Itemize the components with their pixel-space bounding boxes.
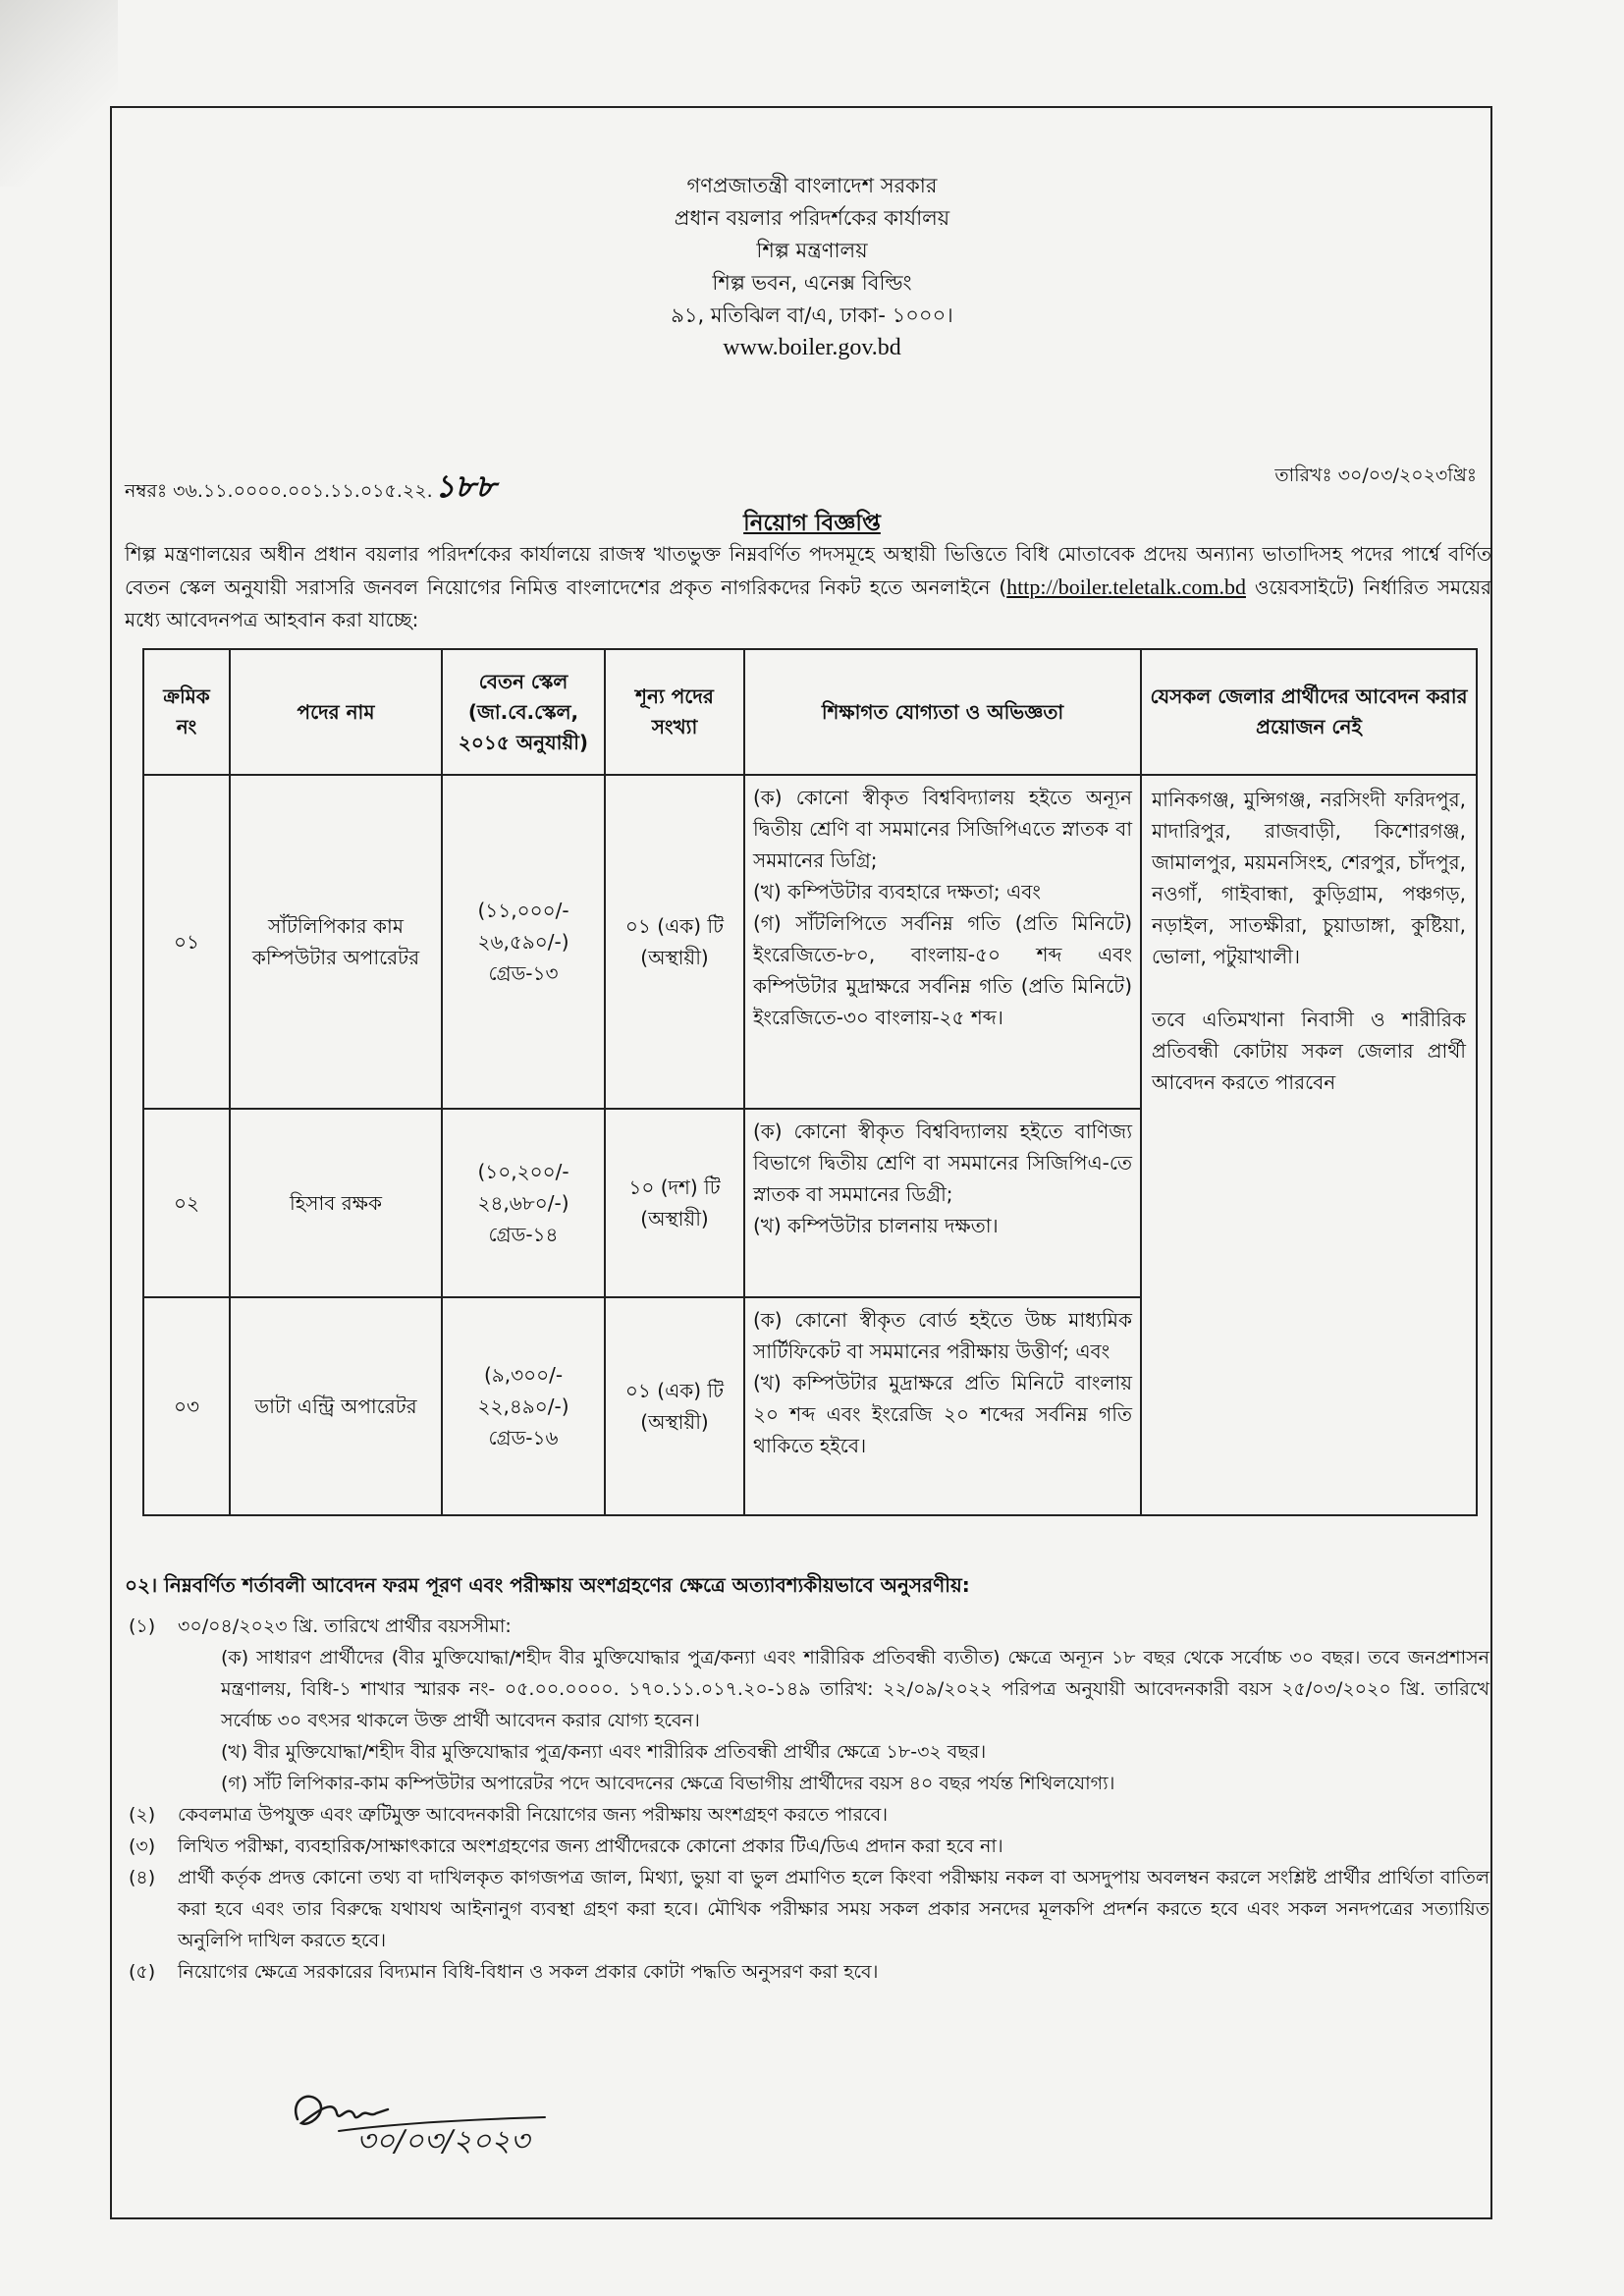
row-scale: (১০,২০০/- ২৪,৬৮০/-) গ্রেড-১৪ — [442, 1109, 605, 1297]
header-districts: যেসকল জেলার প্রার্থীদের আবেদন করার প্রয়োজন নেই — [1141, 649, 1477, 775]
condition-item — [125, 1611, 1489, 1642]
qualification-item: (ক) কোনো স্বীকৃত বিশ্ববিদ্যালয় হইতে অন্যূন দ্বিতীয় শ্রেণি বা সমমানের সিজিপিএতে স্নাতক বা সমমানের ডিগ্রি; — [753, 786, 1132, 872]
office-name: প্রধান বয়লার পরিদর্শকের কার্যালয় — [674, 206, 950, 230]
qualification-item: (ক) কোনো স্বীকৃত বিশ্ববিদ্যালয় হইতে বাণিজ্য বিভাগে দ্বিতীয় শ্রেণি বা সমমানের সিজিপিএ-তে স্নাতক বা সমমানের ডিগ্রী; — [753, 1120, 1132, 1206]
row-scale: (১১,০০০/- ২৬,৫৯০/-) গ্রেড-১৩ — [442, 775, 605, 1109]
header-qualification: শিক্ষাগত যোগ্যতা ও অভিজ্ঞতা — [744, 649, 1141, 775]
header-vacancy: শূন্য পদের সংখ্যা — [605, 649, 744, 775]
condition-text: লিখিত পরীক্ষা, ব্যবহারিক/সাক্ষাৎকারে অংশগ্রহণের জন্য প্রার্থীদেরকে কোনো প্রকার টিএ/ডিএ প্রদান করা হবে না। — [178, 1835, 1003, 1857]
qualification-item: (খ) কম্পিউটার চালনায় দক্ষতা। — [753, 1214, 999, 1237]
notice-intro — [125, 538, 1491, 636]
condition-item — [125, 1956, 1489, 1988]
conditions-list — [125, 1611, 1489, 1988]
condition-item — [125, 1831, 1489, 1862]
conditions-title: ০২। নিম্নবর্ণিত শর্তাবলী আবেদন ফরম পূরণ এবং পরীক্ষায় অংশগ্রহণের ক্ষেত্রে অত্যাবশ্যকীয়ভাবে অনুসরণীয়: — [125, 1573, 970, 1597]
vacancy-table — [142, 648, 1478, 1516]
condition-number: (৩) — [129, 1835, 156, 1857]
row-vacancy: ০১ (এক) টি (অস্থায়ী) — [605, 775, 744, 1109]
header-scale: বেতন স্কেল (জা.বে.স্কেল, ২০১৫ অনুযায়ী) — [442, 649, 605, 775]
condition-text: প্রার্থী কর্তৃক প্রদত্ত কোনো তথ্য বা দাখিলকৃত কাগজপত্র জাল, মিথ্যা, ভুয়া বা ভুল প্রমাণিত হলে কিংবা পরীক্ষায় নকল বা অসদুপায় অবলম্বন করলে সংশ্লিষ্ট প্রার্থীর প্রার্থিতা বাতিল করা হবে এবং তার বিরুদ্ধে যথাযথ আইনানুগ ব্যবস্থা গ্রহণ করা হবে। মৌখিক পরীক্ষার সময় সকল প্রকার সনদের মূলকপি প্রদর্শন করতে হবে এবং সকল সনদপত্রের সত্যায়িত অনুলিপি দাখিল করতে হবে। — [178, 1867, 1489, 1951]
excluded-districts — [1141, 775, 1477, 1515]
condition-sub-item — [125, 1768, 1489, 1799]
condition-sub-text: (খ) বীর মুক্তিযোদ্ধা/শহীদ বীর মুক্তিযোদ্ধার পুত্র/কন্যা এবং শারীরিক প্রতিবন্ধী প্রার্থীর ক্ষেত্রে ১৮-৩২ বছর। — [221, 1741, 987, 1763]
qualification-item: (ক) কোনো স্বীকৃত বোর্ড হইতে উচ্চ মাধ্যমিক সার্টিফিকেট বা সমমানের পরীক্ষায় উত্তীর্ণ; এবং — [753, 1308, 1132, 1363]
row-serial: ০২ — [143, 1109, 230, 1297]
condition-sub-text: (গ) সাঁট লিপিকার-কাম কম্পিউটার অপারেটর পদে আবেদনের ক্ষেত্রে বিভাগীয় প্রার্থীদের বয়স ৪০ বছর পর্যন্ত শিথিলযোগ্য। — [221, 1773, 1115, 1794]
page-fold-corner — [0, 0, 118, 187]
application-link[interactable]: http://boiler.teletalk.com.bd — [1006, 574, 1246, 599]
table-header-row — [143, 649, 1477, 775]
row-post: ডাটা এন্ট্রি অপারেটর — [230, 1297, 442, 1515]
condition-item — [125, 1862, 1489, 1956]
qualification-item: (খ) কম্পিউটার মুদ্রাক্ষরে প্রতি মিনিটে বাংলায় ২০ শব্দ এবং ইংরেজি ২০ শব্দের সর্বনিম্ন গতি থাকিতে হইবে। — [753, 1371, 1132, 1457]
header-serial: ক্রমিক নং — [143, 649, 230, 775]
ministry-name: শিল্প মন্ত্রণালয় — [756, 239, 868, 262]
row-serial: ০১ — [143, 775, 230, 1109]
condition-text: নিয়োগের ক্ষেত্রে সরকারের বিদ্যমান বিধি-বিধান ও সকল প্রকার কোটা পদ্ধতি অনুসরণ করা হবে। — [178, 1961, 879, 1983]
memo-number-handwritten: ১৮৮ — [434, 467, 496, 505]
qualification-item: (গ) সাঁটলিপিতে সর্বনিম্ন গতি (প্রতি মিনিটে) ইংরেজিতে-৮০, বাংলায়-৫০ শব্দ এবং কম্পিউটার মুদ্রাক্ষরে সর্বনিম্ন গতি (প্রতি মিনিটে) ইংরেজিতে-৩০ বাংলায়-২৫ শব্দ। — [753, 911, 1132, 1029]
row-scale: (৯,৩০০/- ২২,৪৯০/-) গ্রেড-১৬ — [442, 1297, 605, 1515]
row-qualification — [744, 1109, 1141, 1297]
memo-number-label: নম্বরঃ ৩৬.১১.০০০০.০০১.১১.০১৫.২২. — [125, 480, 433, 502]
condition-text: ৩০/০৪/২০২৩ খ্রি. তারিখে প্রার্থীর বয়সসীমা: — [178, 1615, 512, 1637]
row-post: হিসাব রক্ষক — [230, 1109, 442, 1297]
memo-date: তারিখঃ ৩০/০৩/২০২৩খ্রিঃ — [1274, 465, 1477, 486]
government-name: গণপ্রজাতন্ত্রী বাংলাদেশ সরকার — [686, 174, 938, 197]
qualification-item: (খ) কম্পিউটার ব্যবহারে দক্ষতা; এবং — [753, 880, 1041, 903]
table-row — [143, 775, 1477, 1109]
intro-text-after: ওয়েবসাইটে) নির্ধারিত সময়ের মধ্যে আবেদনপত্র আহবান করা যাচ্ছে: — [125, 575, 1491, 631]
website-link[interactable]: www.boiler.gov.bd — [723, 335, 901, 360]
signature-date: ৩০/০৩/২০২৩ — [356, 2124, 530, 2157]
condition-sub-item — [125, 1736, 1489, 1768]
condition-item — [125, 1799, 1489, 1831]
condition-number: (৪) — [129, 1867, 156, 1888]
condition-text: কেবলমাত্র উপযুক্ত এবং ত্রুটিমুক্ত আবেদনকারী নিয়োগের জন্য পরীক্ষায় অংশগ্রহণ করতে পারবে। — [178, 1804, 889, 1826]
condition-sub-item — [125, 1642, 1489, 1736]
district-list: মানিকগঞ্জ, মুন্সিগঞ্জ, নরসিংদী ফরিদপুর, মাদারিপুর, রাজবাড়ী, কিশোরগঞ্জ, জামালপুর, ময়মনসিংহ, শেরপুর, চাঁদপুর, নওগাঁ, গাইবান্ধা, কুড়িগ্রাম, পঞ্চগড়, নড়াইল, সাতক্ষীরা, চুয়াডাঙ্গা, কুষ্টিয়া, ভোলা, পটুয়াখালী। — [1152, 788, 1466, 968]
row-serial: ০৩ — [143, 1297, 230, 1515]
condition-number: (১) — [129, 1615, 156, 1637]
condition-number: (৫) — [129, 1961, 156, 1983]
letterhead — [0, 170, 1624, 364]
row-qualification — [744, 1297, 1141, 1515]
condition-sub-text: (ক) সাধারণ প্রার্থীদের (বীর মুক্তিযোদ্ধা/শহীদ বীর মুক্তিযোদ্ধার পুত্র/কন্যা এবং শারীরিক প্রতিবন্ধী ব্যতীত) ক্ষেত্রে অন্যূন ১৮ বছর থেকে সর্বোচ্চ ৩০ বছর। তবে জনপ্রশাসন মন্ত্রণালয়, বিধি-১ শাখার স্মারক নং- ০৫.০০.০০০০. ১৭০.১১.০১৭.২০-১৪৯ তারিখ: ২২/০৯/২০২২ পরিপত্র অনুযায়ী আবেদনকারী বয়স ২৫/০৩/২০২০ খ্রি. তারিখে সর্বোচ্চ ৩০ বৎসর থাকলে উক্ত প্রার্থী আবেদন করার যোগ্য হবেন। — [221, 1647, 1489, 1731]
building-address: শিল্প ভবন, এনেক্স বিল্ডিং — [712, 271, 912, 295]
district-note: তবে এতিমখানা নিবাসী ও শারীরিক প্রতিবন্ধী কোটায় সকল জেলার প্রার্থী আবেদন করতে পারবেন — [1152, 1008, 1466, 1094]
row-post: সাঁটলিপিকার কাম কম্পিউটার অপারেটর — [230, 775, 442, 1109]
condition-number: (২) — [129, 1804, 156, 1826]
header-post: পদের নাম — [230, 649, 442, 775]
row-vacancy: ০১ (এক) টি (অস্থায়ী) — [605, 1297, 744, 1515]
intro-text-before: শিল্প মন্ত্রণালয়ের অধীন প্রধান বয়লার পরিদর্শকের কার্যালয়ে রাজস্ব খাতভুক্ত নিম্নবর্ণিত পদসমূহে অস্থায়ী ভিত্তিতে বিধি মোতাবেক প্রদেয় অন্যান্য ভাতাদিসহ পদের পার্শ্বে বর্ণিত বেতন স্কেল অনুযায়ী সরাসরি জনবল নিয়োগের নিমিত্ত বাংলাদেশের প্রকৃত নাগরিকদের নিকট হতে অনলাইনে ( — [125, 542, 1491, 599]
street-address: ৯১, মতিঝিল বা/এ, ঢাকা- ১০০০। — [671, 303, 953, 327]
row-vacancy: ১০ (দশ) টি (অস্থায়ী) — [605, 1109, 744, 1297]
handwritten-signature — [280, 2080, 604, 2157]
notice-title: নিয়োগ বিজ্ঞপ্তি — [743, 511, 881, 536]
row-qualification — [744, 775, 1141, 1109]
